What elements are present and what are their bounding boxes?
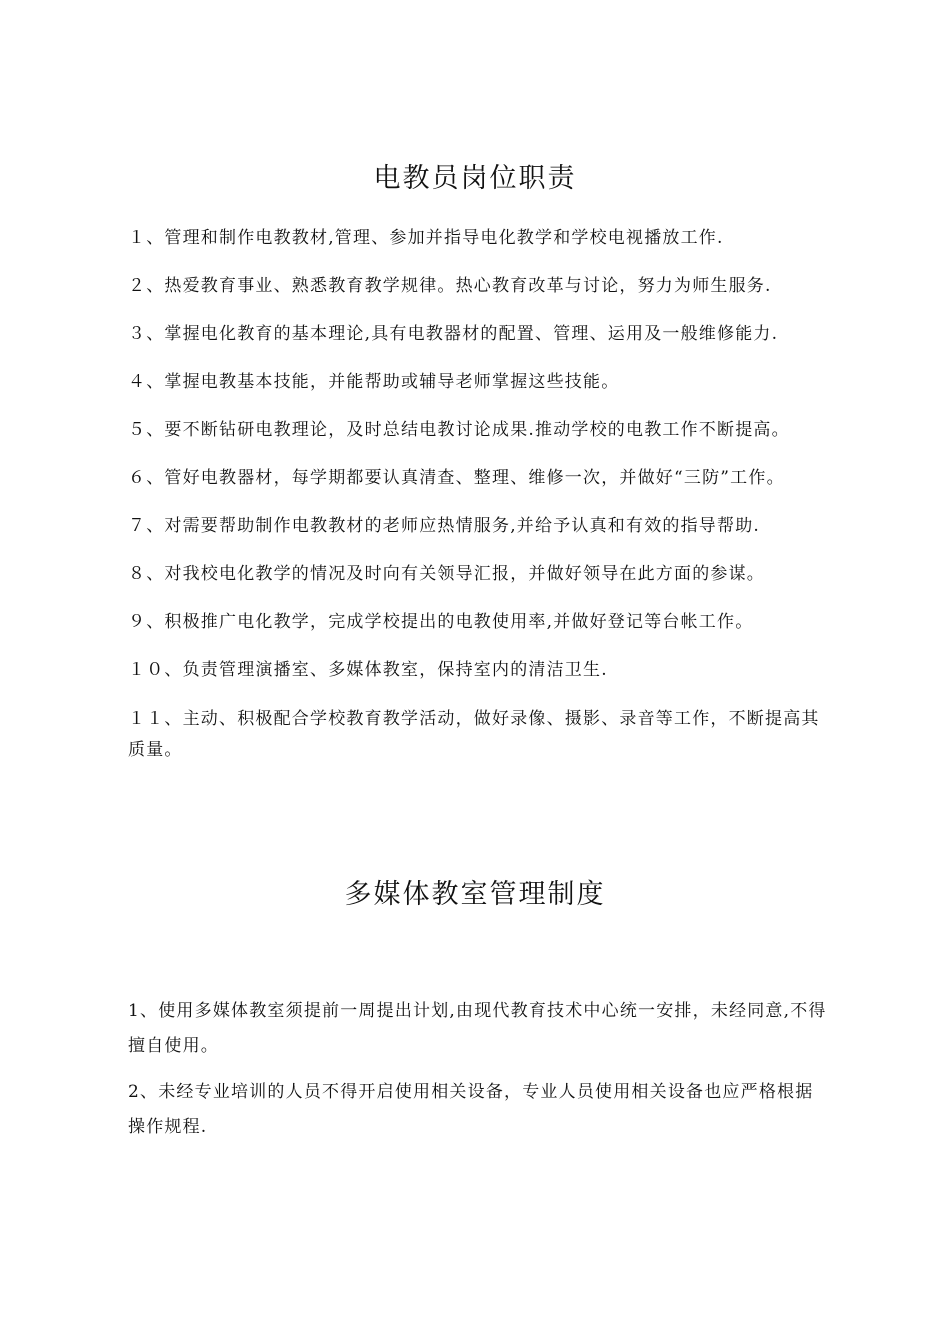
list-item: １１、主动、积极配合学校教育教学活动，做好录像、摄影、录音等工作，不断提高其质量。 <box>128 709 820 760</box>
list-item: １０、负责管理演播室、多媒体教室，保持室内的清洁卫生. <box>128 660 608 680</box>
list-item: ６、管好电教器材，每学期都要认真清查、整理、维修一次，并做好“三防”工作。 <box>128 468 785 488</box>
duties-list <box>128 224 828 785</box>
list-item: 2、未经专业培训的人员不得开启使用相关设备，专业人员使用相关设备也应严格根据操作规程. <box>128 1082 814 1137</box>
list-item: ３、掌握电化教育的基本理论,具有电教器材的配置、管理、运用及一般维修能力. <box>128 324 779 344</box>
list-item: ９、积极推广电化教学，完成学校提出的电教使用率,并做好登记等台帐工作。 <box>128 612 754 632</box>
list-item: １、管理和制作电教教材,管理、参加并指导电化教学和学校电视播放工作. <box>128 228 724 248</box>
list-item: ２、热爱教育事业、熟悉教育教学规律。热心教育改革与讨论，努力为师生服务. <box>128 276 772 296</box>
section-title-multimedia-rules: 多媒体教室管理制度 <box>344 879 606 910</box>
list-item: ７、对需要帮助制作电教教材的老师应热情服务,并给予认真和有效的指导帮助. <box>128 516 761 536</box>
list-item: ４、掌握电教基本技能，并能帮助或辅导老师掌握这些技能。 <box>128 372 620 392</box>
section-title-duties: 电教员岗位职责 <box>373 163 577 194</box>
multimedia-rules-list <box>128 994 828 1156</box>
list-item: ５、要不断钻研电教理论，及时总结电教讨论成果.推动学校的电教工作不断提高。 <box>128 420 790 440</box>
list-item: 1、使用多媒体教室须提前一周提出计划,由现代教育技术中心统一安排，未经同意,不得擅自使用。 <box>128 1001 827 1056</box>
list-item: ８、对我校电化教学的情况及时向有关领导汇报，并做好领导在此方面的参谋。 <box>128 564 765 584</box>
